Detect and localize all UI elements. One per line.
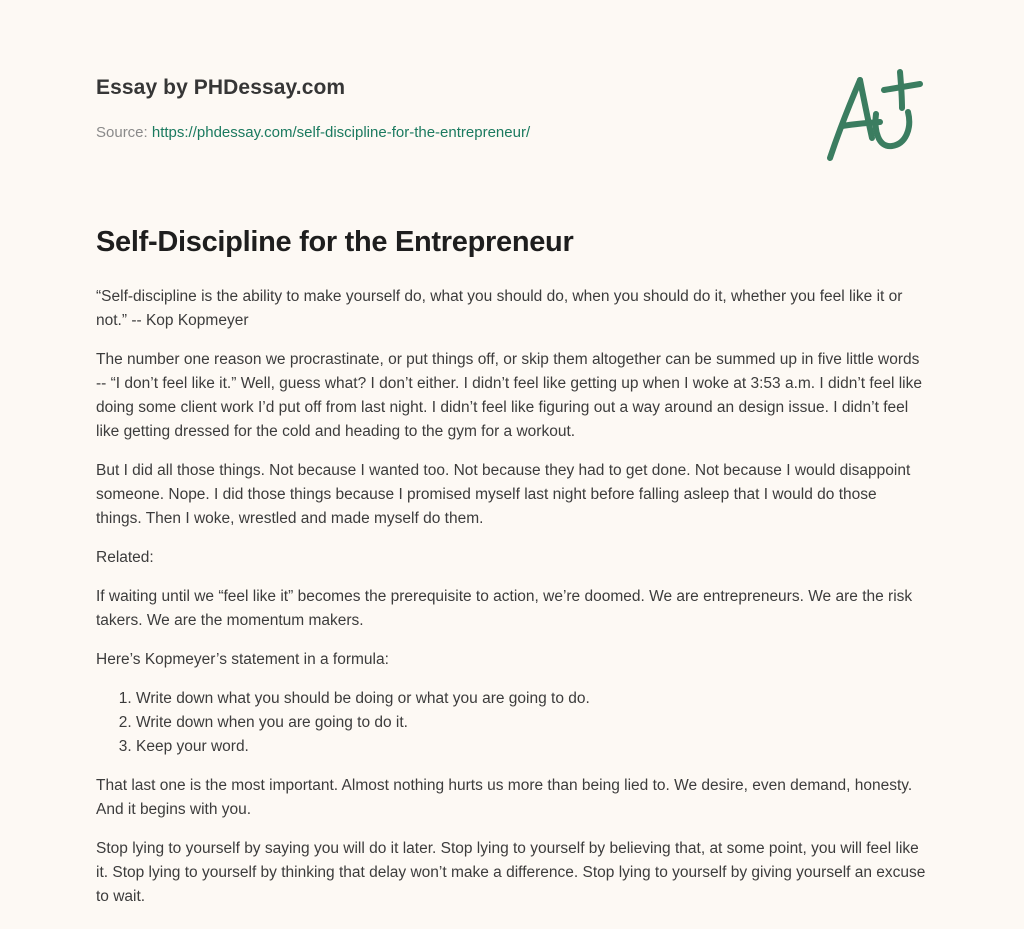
formula-list [96,687,926,759]
a-plus-grade-icon [824,68,924,164]
quote-paragraph: “Self-discipline is the ability to make yourself do, what you should do, when you should do it, whether you feel like it or not.” -- Kop Kopmeyer [96,288,903,329]
paragraph: But I did all those things. Not because I wanted too. Not because they had to get done. Not because I would disappoint someone. Nope. I did those things because I promised myself last night before falling asleep that I would do those things. Then I woke, wrestled and made myself do them. [96,462,911,527]
paragraph: Stop lying to yourself by saying you will do it later. Stop lying to yourself by believing that, at some point, you will feel like it. Stop lying to yourself by thinking that delay won’t make a difference. Stop lying to yourself by giving yourself an excuse to wait. [96,840,926,905]
site-title: Essay by PHDessay.com [96,76,346,99]
paragraph: If waiting until we “feel like it” becomes the prerequisite to action, we’re doomed. We are entrepreneurs. We are the risk takers. We are the momentum makers. [96,588,913,629]
paragraph: That last one is the most important. Almost nothing hurts us more than being lied to. We desire, even demand, honesty. And it begins with you. [96,777,913,818]
source-label: Source: [96,124,148,141]
paragraph: The number one reason we procrastinate, or put things off, or skip them altogether can be summed up in five little words -- “I don’t feel like it.” Well, guess what? I don’t either. I didn’t feel like getting up when I woke at 3:53 a.m. I didn’t feel like doing some client work I’d put off from last night. I didn’t feel like figuring out a way around an design issue. I didn’t feel like getting dressed for the cold and heading to the gym for a workout. [96,351,922,440]
essay-page [96,0,926,905]
article-title: Self-Discipline for the Entrepreneur [96,226,574,258]
source-line [96,124,530,141]
list-item: 2. Write down when you are going to do it. [136,711,926,735]
list-item: 1. Write down what you should be doing or what you are going to do. [136,687,926,711]
page-header [96,0,926,258]
article-body [96,285,926,924]
paragraph: Here’s Kopmeyer’s statement in a formula: [96,651,389,668]
source-link[interactable]: https://phdessay.com/self-discipline-for-the-entrepreneur/ [151,124,531,141]
list-item: 3. Keep your word. [136,735,926,759]
related-label: Related: [96,549,154,566]
